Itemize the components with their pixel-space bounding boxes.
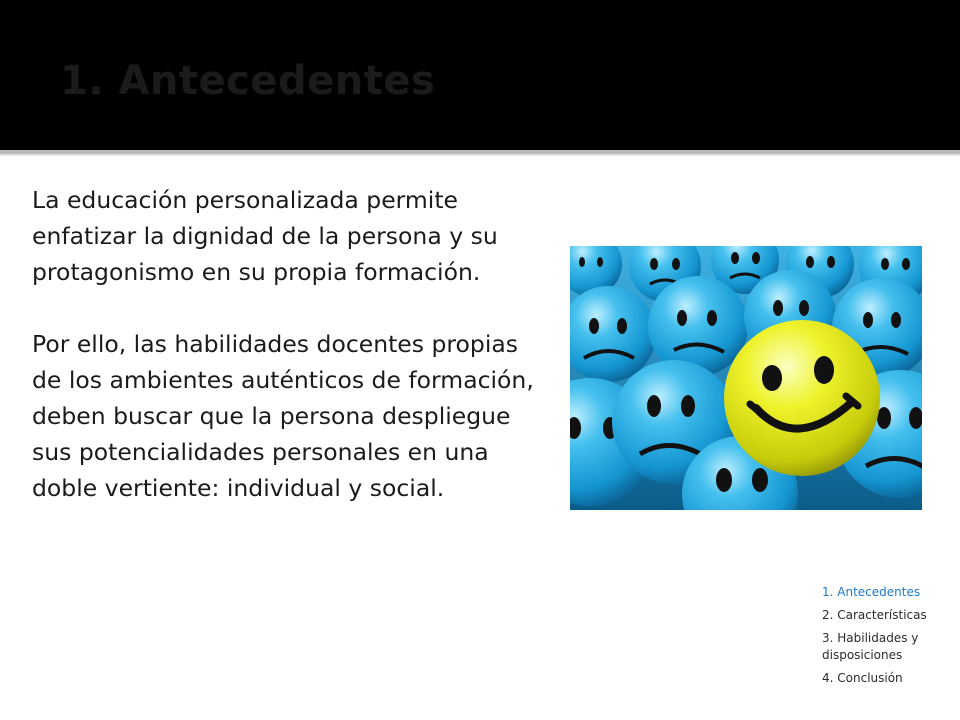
smiley-faces-photo [570, 246, 922, 510]
yellow-smiley-icon [724, 320, 880, 476]
nav-item-conclusion[interactable]: 4. Conclusión [822, 671, 903, 685]
nav-item-caracteristicas[interactable]: 2. Características [822, 608, 927, 622]
nav-item-antecedentes[interactable]: 1. Antecedentes [822, 585, 921, 599]
title-divider-light [0, 154, 960, 156]
paragraph-2: Por ello, las habilidades docentes propias de los ambientes auténticos de formación, deben buscar que la persona despliegue sus potencialidades personales en una doble vertiente: individual y social. [32, 330, 534, 502]
slide-body [32, 182, 552, 506]
section-nav [822, 584, 952, 693]
paragraph-1: La educación personalizada permite enfatizar la dignidad de la persona y su protagonismo en su propia formación. [32, 186, 498, 286]
nav-item-habilidades[interactable]: 3. Habilidades y disposiciones [822, 631, 919, 662]
title-bar [0, 0, 960, 150]
slide-title: 1. Antecedentes [60, 58, 436, 104]
